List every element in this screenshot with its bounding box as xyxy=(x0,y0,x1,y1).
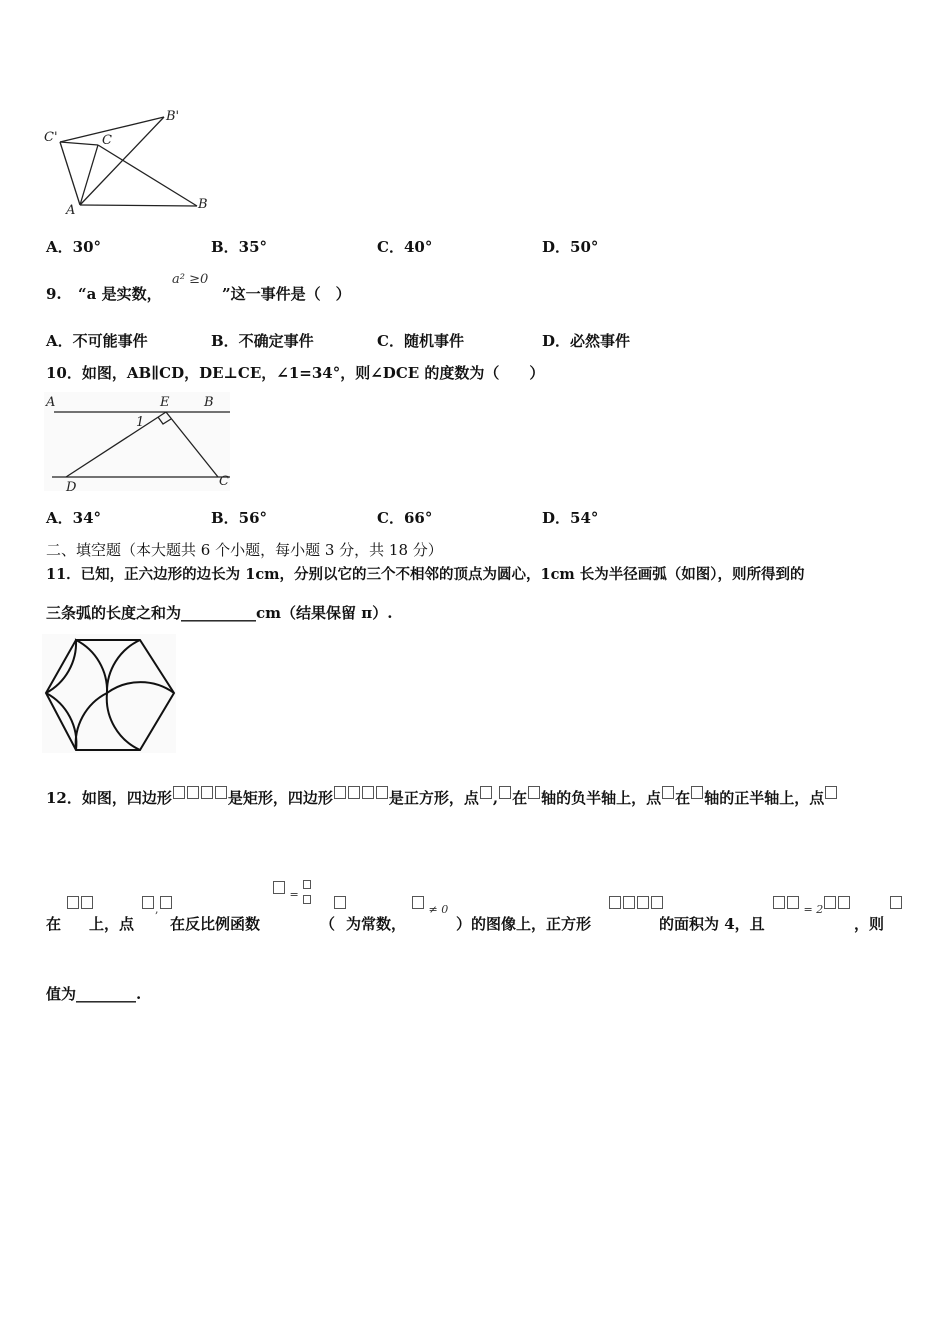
placeholder-box xyxy=(691,786,703,799)
placeholder-box xyxy=(651,896,663,909)
placeholder-box xyxy=(67,896,79,909)
seg-c-b xyxy=(98,145,197,206)
q12-k-condition xyxy=(411,896,448,916)
label-c: C xyxy=(219,474,229,489)
q12-l2-boxes-1 xyxy=(66,896,94,916)
placeholder-box xyxy=(362,786,374,799)
q12-line1: 12．如图，四边形 是矩形，四边形 是正方形，点 , 在 轴的负半轴上，点 在 轴的正半轴上，点 xyxy=(46,786,838,807)
q8-option-b: B．35° xyxy=(211,238,268,256)
q10-option-b: B．56° xyxy=(211,509,268,527)
q12-l1-d: 在 xyxy=(512,789,528,807)
placeholder-box xyxy=(773,896,785,909)
placeholder-box xyxy=(142,896,154,909)
q11-hexagon-figure xyxy=(42,634,177,754)
q10-option-a: A．34° xyxy=(46,509,102,527)
q11-line1: 11．已知，正六边形的边长为 1cm，分别以它的三个不相邻的顶点为圆心，1cm 长为半径画弧（如图），则所得到的 xyxy=(46,566,805,583)
q9-option-d: D．必然事件 xyxy=(542,332,631,350)
placeholder-box xyxy=(637,896,649,909)
q12-l1-a: 12．如图，四边形 xyxy=(46,789,172,807)
placeholder-box xyxy=(81,896,93,909)
seg-cprime-a xyxy=(60,142,80,205)
placeholder-box xyxy=(187,786,199,799)
placeholder-box xyxy=(412,896,424,909)
q12-l2-boxes-5 xyxy=(889,896,903,916)
placeholder-box xyxy=(334,896,346,909)
q12-l2-g: 的面积为 4，且 xyxy=(659,915,765,933)
placeholder-box xyxy=(376,786,388,799)
q9-option-b: B．不确定事件 xyxy=(211,332,314,350)
q10-option-d: D．54° xyxy=(542,509,599,527)
placeholder-box xyxy=(160,896,172,909)
q8-option-d: D．50° xyxy=(542,238,599,256)
q12-l1-f: 在 xyxy=(675,789,691,807)
q10-option-c: C．66° xyxy=(377,509,433,527)
label-c: C xyxy=(102,133,112,148)
placeholder-box xyxy=(173,786,185,799)
q12-l2-f: ）的图像上，正方形 xyxy=(456,915,592,933)
q9-option-a: A．不可能事件 xyxy=(46,332,148,350)
placeholder-box xyxy=(890,896,902,909)
q8-option-a: A．30° xyxy=(46,238,102,256)
placeholder-box xyxy=(623,896,635,909)
placeholder-box xyxy=(303,895,311,904)
formula-equals: = xyxy=(289,888,299,901)
label-bprime: B' xyxy=(166,109,180,124)
placeholder-box xyxy=(662,786,674,799)
label-e: E xyxy=(160,395,170,410)
q9-formula: a² ≥0 xyxy=(172,272,209,287)
q12-ratio-condition xyxy=(772,896,851,916)
q12-l2-e: 为常数， xyxy=(346,915,407,933)
placeholder-box xyxy=(609,896,621,909)
formula-eq2: = 2 xyxy=(803,903,824,916)
label-a: A xyxy=(46,395,56,410)
q9-number: 9. xyxy=(46,285,62,303)
q9-option-c: C．随机事件 xyxy=(377,332,464,350)
placeholder-box xyxy=(825,786,837,799)
seg-a-b xyxy=(80,205,197,206)
label-a: A xyxy=(66,203,76,218)
placeholder-box xyxy=(787,896,799,909)
q12-l1-c: 是正方形，点 xyxy=(388,789,479,807)
label-b: B xyxy=(198,197,208,212)
placeholder-box xyxy=(824,896,836,909)
label-d: D xyxy=(66,480,77,495)
q12-l2-d: （ xyxy=(320,915,336,933)
placeholder-box xyxy=(201,786,213,799)
q12-l2-h: ，则 xyxy=(854,915,885,933)
label-cprime: C' xyxy=(44,130,58,145)
label-angle-1: 1 xyxy=(136,415,145,430)
formula-neq: ≠ 0 xyxy=(428,903,449,916)
q9-text-after: ”这一事件是（ ） xyxy=(222,285,351,303)
placeholder-box xyxy=(215,786,227,799)
section-title: 二、填空题（本大题共 6 个小题，每小题 3 分，共 18 分） xyxy=(46,541,443,559)
seg-cprime-bprime xyxy=(60,117,164,142)
placeholder-box xyxy=(528,786,540,799)
q8-figure xyxy=(40,108,220,218)
q12-line3: 值为________. xyxy=(46,985,142,1003)
q10-figure xyxy=(44,392,234,495)
placeholder-box xyxy=(480,786,492,799)
placeholder-box xyxy=(303,880,311,889)
q12-l1-e: 轴的负半轴上，点 xyxy=(541,789,662,807)
label-b: B xyxy=(204,395,214,410)
q12-l2-boxes-4 xyxy=(608,896,664,916)
q12-l2-boxes-2: , xyxy=(141,896,173,916)
q12-l2-c: 在反比例函数 xyxy=(170,915,261,933)
placeholder-box xyxy=(273,881,285,894)
q8-option-c: C．40° xyxy=(377,238,433,256)
q12-l2-b: 上，点 xyxy=(89,915,135,933)
q12-l2-a: 在 xyxy=(46,915,62,933)
placeholder-box xyxy=(334,786,346,799)
placeholder-box xyxy=(348,786,360,799)
q12-function-formula xyxy=(272,880,312,910)
placeholder-box xyxy=(499,786,511,799)
q10-text: 10．如图，AB∥CD，DE⊥CE，∠1=34°，则∠DCE 的度数为（ ） xyxy=(46,364,545,382)
placeholder-box xyxy=(838,896,850,909)
seg-cprime-c xyxy=(60,142,98,145)
q9-text-before: “a 是实数， xyxy=(78,285,162,303)
q12-l1-b: 是矩形，四边形 xyxy=(227,789,333,807)
q12-l1-g: 轴的正半轴上，点 xyxy=(704,789,825,807)
q12-l2-boxes-3 xyxy=(333,896,347,916)
q11-line2: 三条弧的长度之和为__________cm（结果保留 π）. xyxy=(46,604,393,622)
